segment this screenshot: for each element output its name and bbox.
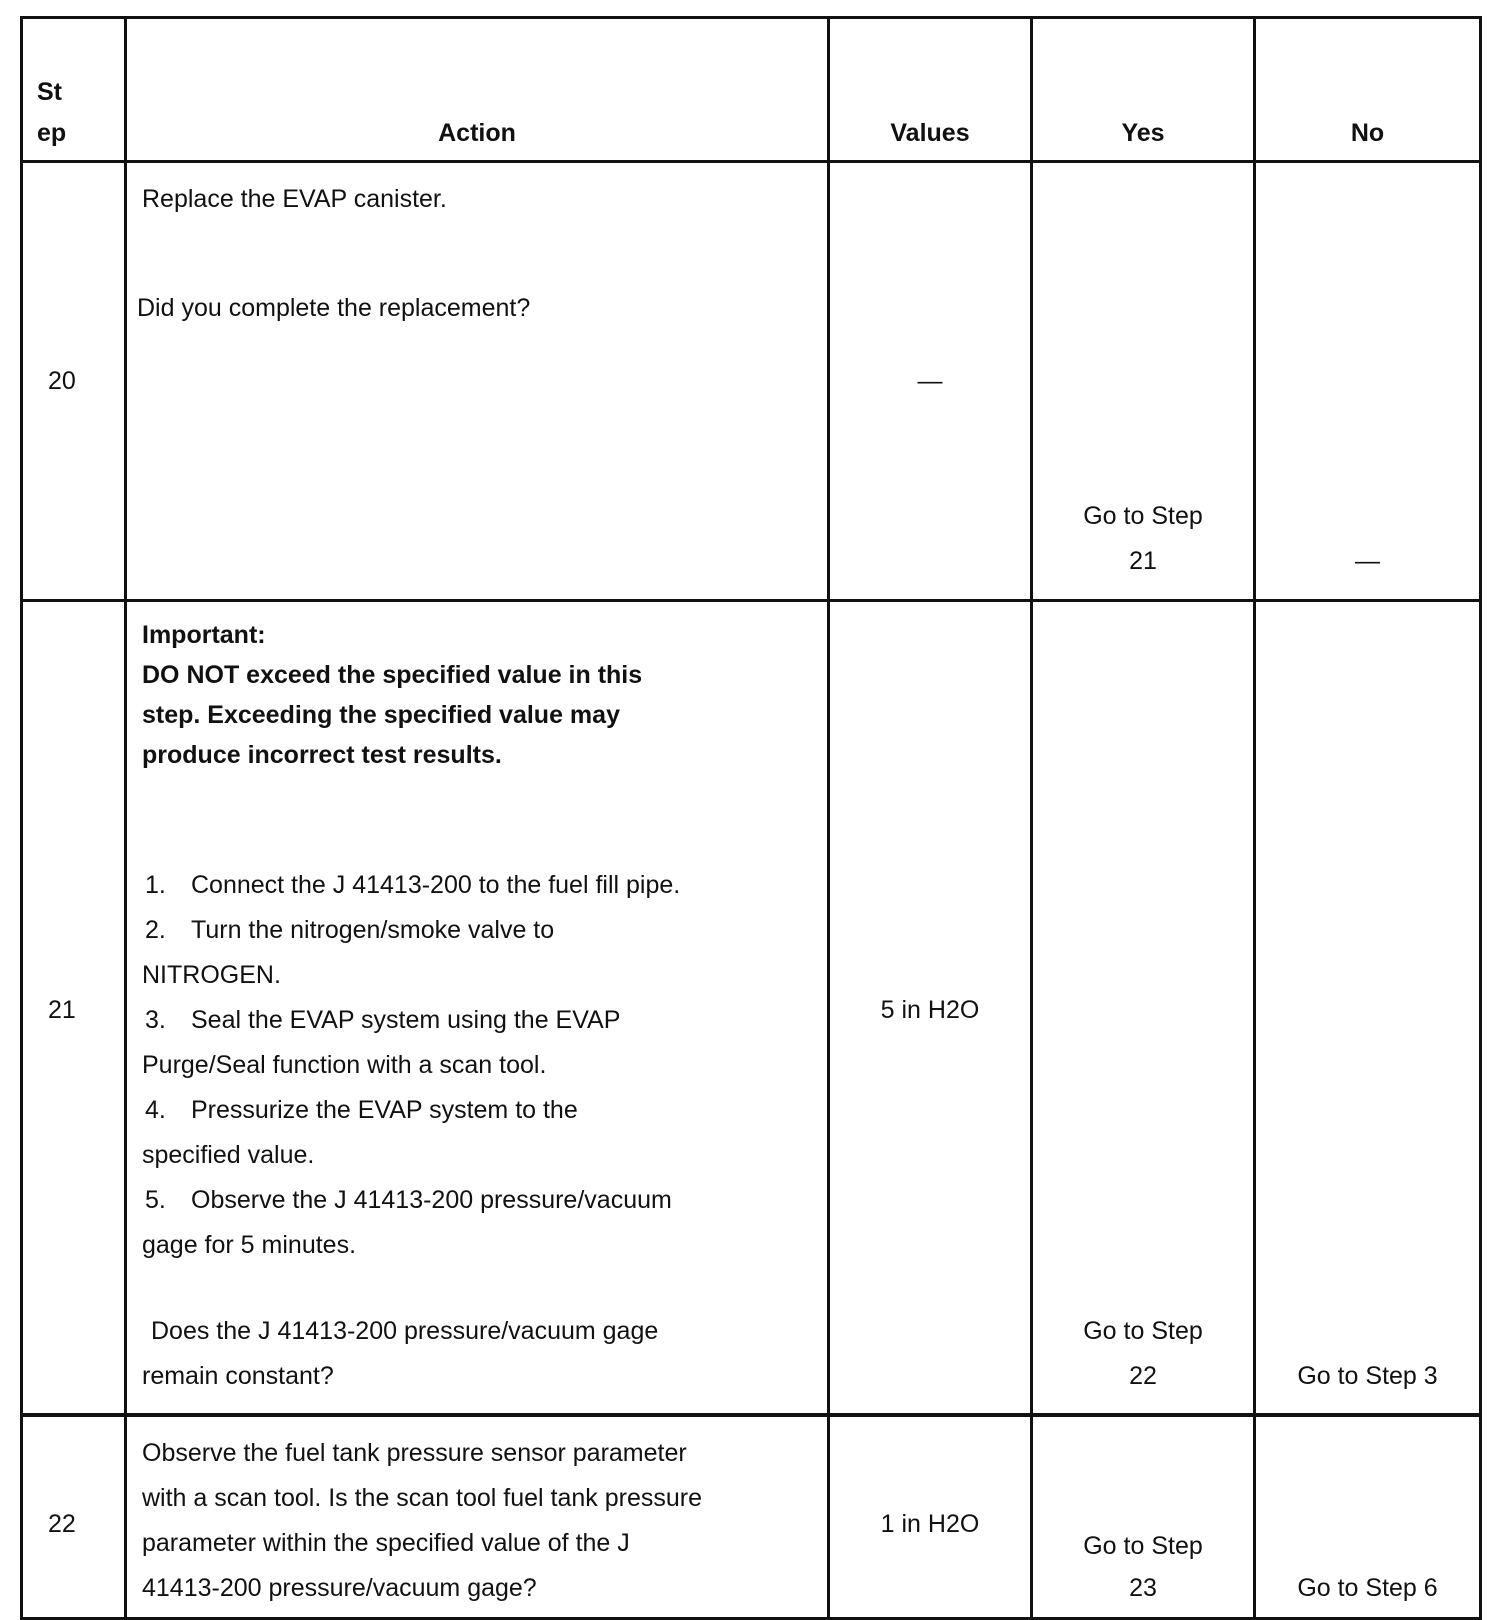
row-22-yes-line2: 23 xyxy=(1129,1574,1157,1602)
header-yes: Yes xyxy=(1121,119,1165,147)
row-21-important-title: Important: xyxy=(142,621,266,649)
row-21-important-line: produce incorrect test results. xyxy=(142,741,502,769)
row-21-step-text: Connect the J 41413-200 to the fuel fill pipe. xyxy=(191,871,681,899)
row-21-step-cont: NITROGEN. xyxy=(142,961,281,989)
row-22-action-line: with a scan tool. Is the scan tool fuel tank pressure xyxy=(142,1484,703,1512)
row-21-step-num: 4. xyxy=(145,1096,166,1124)
row-21-step-cont: gage for 5 minutes. xyxy=(142,1231,357,1259)
rule-row-20 xyxy=(20,599,1482,602)
row-20-yes-line2: 21 xyxy=(1129,547,1157,575)
row-22-no: Go to Step 6 xyxy=(1297,1574,1438,1602)
row-21-step-text: Pressurize the EVAP system to the xyxy=(191,1096,578,1124)
row-21-step-cont: specified value. xyxy=(142,1141,315,1169)
row-21-step: 21 xyxy=(48,996,76,1024)
row-21-value: 5 in H2O xyxy=(880,996,980,1024)
header-values: Values xyxy=(890,119,970,147)
row-21-step-text: Observe the J 41413-200 pressure/vacuum xyxy=(191,1186,672,1214)
row-21-important-line: step. Exceeding the specified value may xyxy=(142,701,620,729)
row-21-step-num: 3. xyxy=(145,1006,166,1034)
header-step-line1: St xyxy=(37,78,62,106)
rule-top xyxy=(20,16,1482,19)
row-22-yes-line1: Go to Step xyxy=(1083,1532,1203,1560)
row-21-question-line: remain constant? xyxy=(142,1362,334,1390)
row-20-action-question: Did you complete the replacement? xyxy=(137,294,531,322)
row-21-step-num: 2. xyxy=(145,916,166,944)
header-no: No xyxy=(1350,119,1385,147)
row-21-step-text: Seal the EVAP system using the EVAP xyxy=(191,1006,621,1034)
row-20-yes-line1: Go to Step xyxy=(1083,502,1203,530)
row-21-step-text: Turn the nitrogen/smoke valve to xyxy=(191,916,555,944)
row-22-value: 1 in H2O xyxy=(880,1510,980,1538)
row-22-action-line: parameter within the specified value of the J xyxy=(142,1529,630,1557)
row-20-value: — xyxy=(917,367,943,395)
header-action: Action xyxy=(438,119,516,147)
header-step-line2: ep xyxy=(37,119,67,147)
row-22-action-line: Observe the fuel tank pressure sensor parameter xyxy=(142,1439,687,1467)
rule-right xyxy=(1479,16,1482,1620)
row-20-action-line: Replace the EVAP canister. xyxy=(142,185,447,213)
row-22-action-line: 41413-200 pressure/vacuum gage? xyxy=(142,1574,537,1602)
rule-col-values xyxy=(827,16,830,1620)
row-21-important-line: DO NOT exceed the specified value in this xyxy=(142,661,643,689)
rule-col-action xyxy=(124,16,127,1620)
row-20-step: 20 xyxy=(48,367,76,395)
row-20-no: — xyxy=(1355,547,1380,575)
rule-left xyxy=(20,16,23,1620)
row-21-step-num: 5. xyxy=(145,1186,166,1214)
row-21-step-cont: Purge/Seal function with a scan tool. xyxy=(142,1051,547,1079)
row-22-step: 22 xyxy=(48,1510,76,1538)
row-21-yes-line2: 22 xyxy=(1129,1362,1157,1390)
rule-row-21 xyxy=(20,1413,1482,1417)
row-21-question-line: Does the J 41413-200 pressure/vacuum gage xyxy=(151,1317,659,1345)
row-21-no: Go to Step 3 xyxy=(1297,1362,1438,1390)
row-21-yes-line1: Go to Step xyxy=(1083,1317,1203,1345)
rule-header xyxy=(20,160,1482,163)
row-21-step-num: 1. xyxy=(145,871,166,899)
